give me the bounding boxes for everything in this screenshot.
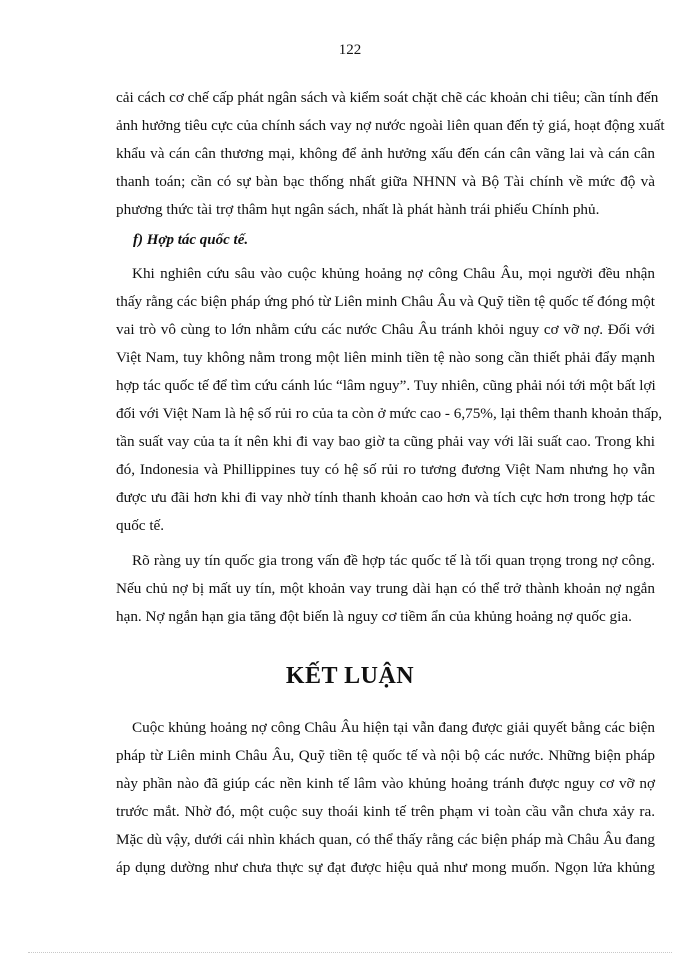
paragraph-line: khẩu và cán cân thương mại, không để ảnh hưởng xấu đến cán cân vãng lai và cán cân <box>116 145 655 162</box>
paragraph-line: hợp tác quốc tế để tìm cứu cánh lúc “lâm nguy”. Tuy nhiên, cũng phải nói tới một bất lợi <box>116 377 656 394</box>
paragraph-line: trước mắt. Nhờ đó, một cuộc suy thoái kinh tế trên phạm vi toàn cầu vẫn chưa xảy ra. <box>116 803 655 820</box>
page-bottom-divider <box>28 952 672 953</box>
paragraph-line: được ưu đãi hơn khi đi vay nhờ tính thanh khoản cao hơn và tích cực hơn trong hợp tác <box>116 489 655 506</box>
paragraph-line: Nếu chủ nợ bị mất uy tín, một khoản vay trung dài hạn có thể trở thành khoản nợ ngắn <box>116 580 655 597</box>
page-number: 122 <box>338 42 362 58</box>
paragraph-line: phương thức tài trợ thâm hụt ngân sách, nhất là phát hành trái phiếu Chính phủ. <box>116 201 600 218</box>
paragraph-line: áp dụng dường như chưa thực sự đạt được hiệu quả như mong muốn. Ngọn lửa khủng <box>116 859 655 876</box>
paragraph-line: Mặc dù vậy, dưới cái nhìn khách quan, có thể thấy rằng các biện pháp mà Châu Âu đang <box>116 831 655 848</box>
section-heading: f) Hợp tác quốc tế. <box>133 232 249 248</box>
paragraph-line: Rõ ràng uy tín quốc gia trong vấn đề hợp tác quốc tế là tối quan trọng trong nợ công. <box>132 552 655 569</box>
paragraph-line: pháp từ Liên minh Châu Âu, Quỹ tiền tệ quốc tế và nội bộ các nước. Những biện pháp <box>116 747 655 764</box>
paragraph-line: cải cách cơ chế cấp phát ngân sách và kiểm soát chặt chẽ các khoản chi tiêu; cần tính đến <box>116 89 659 106</box>
paragraph-line: Việt Nam, tuy không nằm trong một liên minh tiền tệ nào song cần thiết phải đẩy mạnh <box>116 349 655 366</box>
paragraph-line: thấy rằng các biện pháp ứng phó từ Liên minh Châu Âu và Quỹ tiền tệ quốc tế đóng một <box>116 293 655 310</box>
paragraph-line: Khi nghiên cứu sâu vào cuộc khủng hoảng nợ công Châu Âu, mọi người đều nhận <box>132 265 655 282</box>
paragraph-line: thanh toán; cần có sự bàn bạc thống nhất giữa NHNN và Bộ Tài chính về mức độ và <box>116 173 655 190</box>
paragraph-line: ảnh hưởng tiêu cực của chính sách vay nợ nước ngoài liên quan đến tỷ giá, hoạt động xuất <box>116 117 665 134</box>
paragraph-line: quốc tế. <box>116 517 165 534</box>
paragraph-line: đối với Việt Nam là hệ số rủi ro của ta còn ở mức cao - 6,75%, lại thêm thanh khoản thấp, <box>116 405 663 422</box>
paragraph-line: Cuộc khủng hoảng nợ công Châu Âu hiện tại vẫn đang được giải quyết bằng các biện <box>132 719 655 736</box>
conclusion-title: KẾT LUẬN <box>285 663 415 689</box>
paragraph-line: hạn. Nợ ngắn hạn gia tăng đột biến là nguy cơ tiềm ẩn của khủng hoảng nợ quốc gia. <box>116 608 632 625</box>
paragraph-line: này phần nào đã giúp các nền kinh tế lâm vào khủng hoảng tránh được nguy cơ vỡ nợ <box>116 775 655 792</box>
paragraph-line: đó, Indonesia và Phillippines tuy có hệ số rủi ro tương đương Việt Nam nhưng họ vẫn <box>116 461 655 478</box>
paragraph-line: tần suất vay của ta ít nên khi đi vay bao giờ ta cũng phải vay với lãi suất cao. Trong khi <box>116 433 655 450</box>
paragraph-line: vai trò vô cùng to lớn nhằm cứu các nước Châu Âu tránh khỏi nguy cơ vỡ nợ. Đối với <box>116 321 655 338</box>
